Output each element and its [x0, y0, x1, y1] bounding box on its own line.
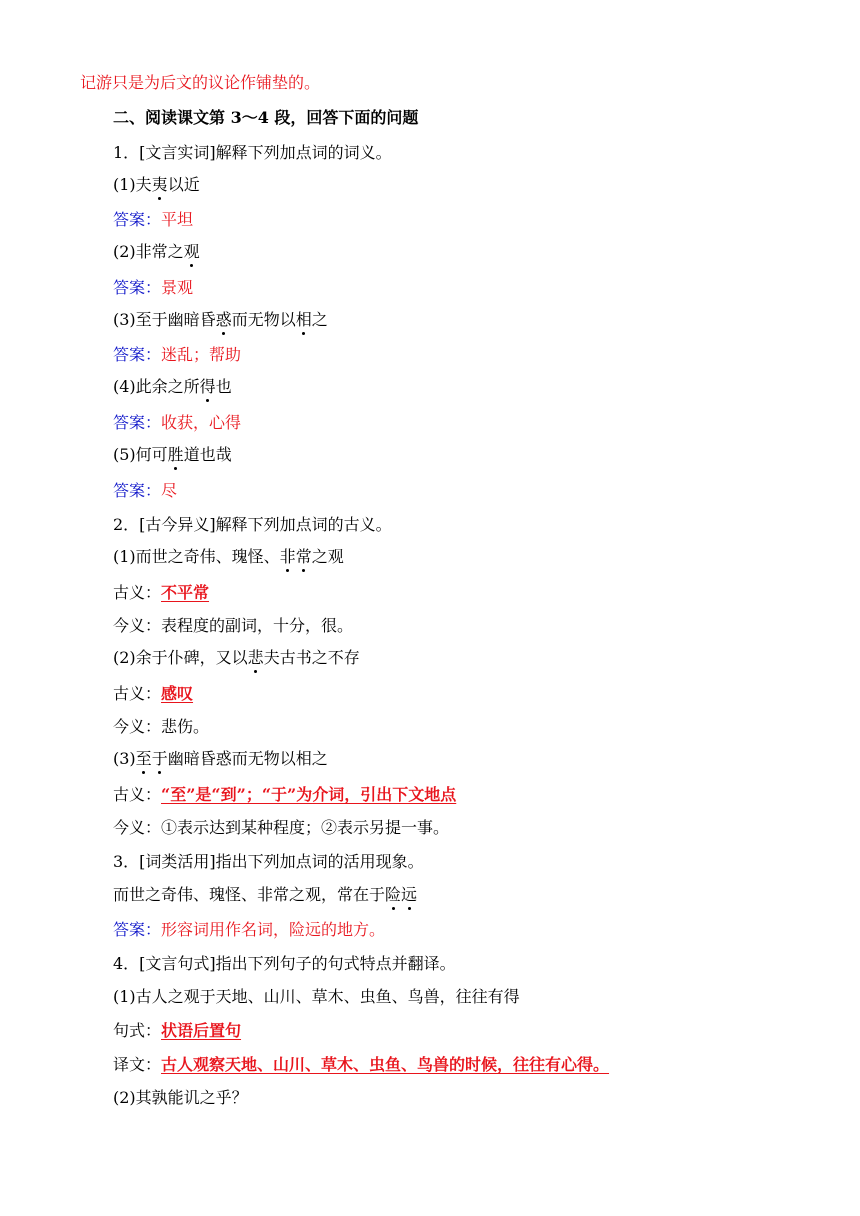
question-2-title: 2．[古今异义]解释下列加点词的古义。 [113, 515, 392, 534]
answer-label: 答案： [113, 210, 162, 229]
ancient-label: 古义： [113, 684, 162, 703]
question-2-item-1: (1)而世之奇伟、瑰怪、非常之观 [113, 547, 344, 566]
ancient-text: 不平常 [161, 583, 210, 602]
ancient-meaning-2-3 [113, 785, 456, 805]
answer-label: 答案： [113, 920, 162, 939]
answer-1-3 [113, 345, 241, 365]
dotted-char: 于 [151, 749, 168, 768]
question-4-item-2: (2)其孰能讥之乎？ [113, 1088, 248, 1107]
answer-3-1 [113, 920, 385, 940]
translation-text: 古人观察天地、山川、草木、虫鱼、鸟兽的时候，往往有心得。 [161, 1055, 610, 1074]
ancient-meaning-2-1 [113, 583, 209, 603]
answer-label: 答案： [113, 345, 162, 364]
question-4-item-1: (1)古人之观于天地、山川、草木、虫鱼、鸟兽，往往有得 [113, 987, 520, 1006]
ancient-meaning-2-2 [113, 684, 193, 704]
question-1-item-3: (3)至于幽暗昏惑而无物以相之 [113, 310, 328, 329]
answer-label: 答案： [113, 278, 162, 297]
answer-1-4 [113, 413, 241, 433]
dotted-char: 相 [295, 310, 312, 329]
dotted-char: 夷 [151, 175, 168, 194]
question-1-item-2: (2)非常之观 [113, 242, 200, 261]
question-1-item-5: (5)何可胜道也哉 [113, 445, 232, 464]
answer-text: 收获，心得 [161, 413, 242, 432]
dotted-char: 惑 [215, 310, 232, 329]
question-4-title: 4．[文言句式]指出下列句子的句式特点并翻译。 [113, 954, 456, 973]
question-1-item-1: (1)夫夷以近 [113, 175, 200, 194]
answer-1-2 [113, 278, 193, 298]
dotted-char: 至 [135, 749, 152, 768]
ancient-label: 古义： [113, 785, 162, 804]
question-2-item-3: (3)至于幽暗昏惑而无物以相之 [113, 749, 328, 768]
dotted-char: 胜 [167, 445, 184, 464]
answer-text: 平坦 [161, 210, 194, 229]
answer-label: 答案： [113, 413, 162, 432]
dotted-char: 险 [385, 885, 402, 904]
dotted-char: 常 [295, 547, 312, 566]
question-3-title: 3．[词类活用]指出下列加点词的活用现象。 [113, 852, 424, 871]
answer-text: 形容词用作名词，险远的地方。 [161, 920, 386, 939]
sentence-pattern-4-1 [113, 1021, 241, 1041]
answer-text: 景观 [161, 278, 194, 297]
ancient-text: “至”是“到”；“于”为介词，引出下文地点 [161, 785, 457, 804]
dotted-char: 观 [183, 242, 200, 261]
dotted-char: 得 [199, 377, 216, 396]
question-3-item-1: 而世之奇伟、瑰怪、非常之观，常在于险远 [113, 885, 418, 904]
dotted-char: 非 [279, 547, 296, 566]
ancient-text: 感叹 [161, 684, 194, 703]
modern-meaning-2-1: 今义：表程度的副词，十分，很。 [113, 616, 354, 635]
pattern-label: 句式： [113, 1021, 162, 1040]
answer-text: 尽 [161, 481, 178, 500]
answer-text: 迷乱；帮助 [161, 345, 242, 364]
question-2-item-2: (2)余于仆碑，又以悲夫古书之不存 [113, 648, 360, 667]
question-1-item-4: (4)此余之所得也 [113, 377, 232, 396]
translation-4-1 [113, 1055, 609, 1075]
answer-1-1 [113, 210, 193, 230]
modern-meaning-2-3: 今义：①表示达到某种程度；②表示另提一事。 [113, 818, 450, 837]
pattern-text: 状语后置句 [161, 1021, 242, 1040]
intro-continuation: 记游只是为后文的议论作铺垫的。 [80, 73, 321, 92]
answer-1-5 [113, 481, 177, 501]
question-1-title: 1．[文言实词]解释下列加点词的词义。 [113, 143, 392, 162]
modern-meaning-2-2: 今义：悲伤。 [113, 717, 210, 736]
dotted-char: 远 [401, 885, 418, 904]
translation-label: 译文： [113, 1055, 162, 1074]
ancient-label: 古义： [113, 583, 162, 602]
dotted-char: 悲 [247, 648, 264, 667]
answer-label: 答案： [113, 481, 162, 500]
section-heading: 二、阅读课文第 3～4 段，回答下面的问题 [113, 108, 419, 127]
